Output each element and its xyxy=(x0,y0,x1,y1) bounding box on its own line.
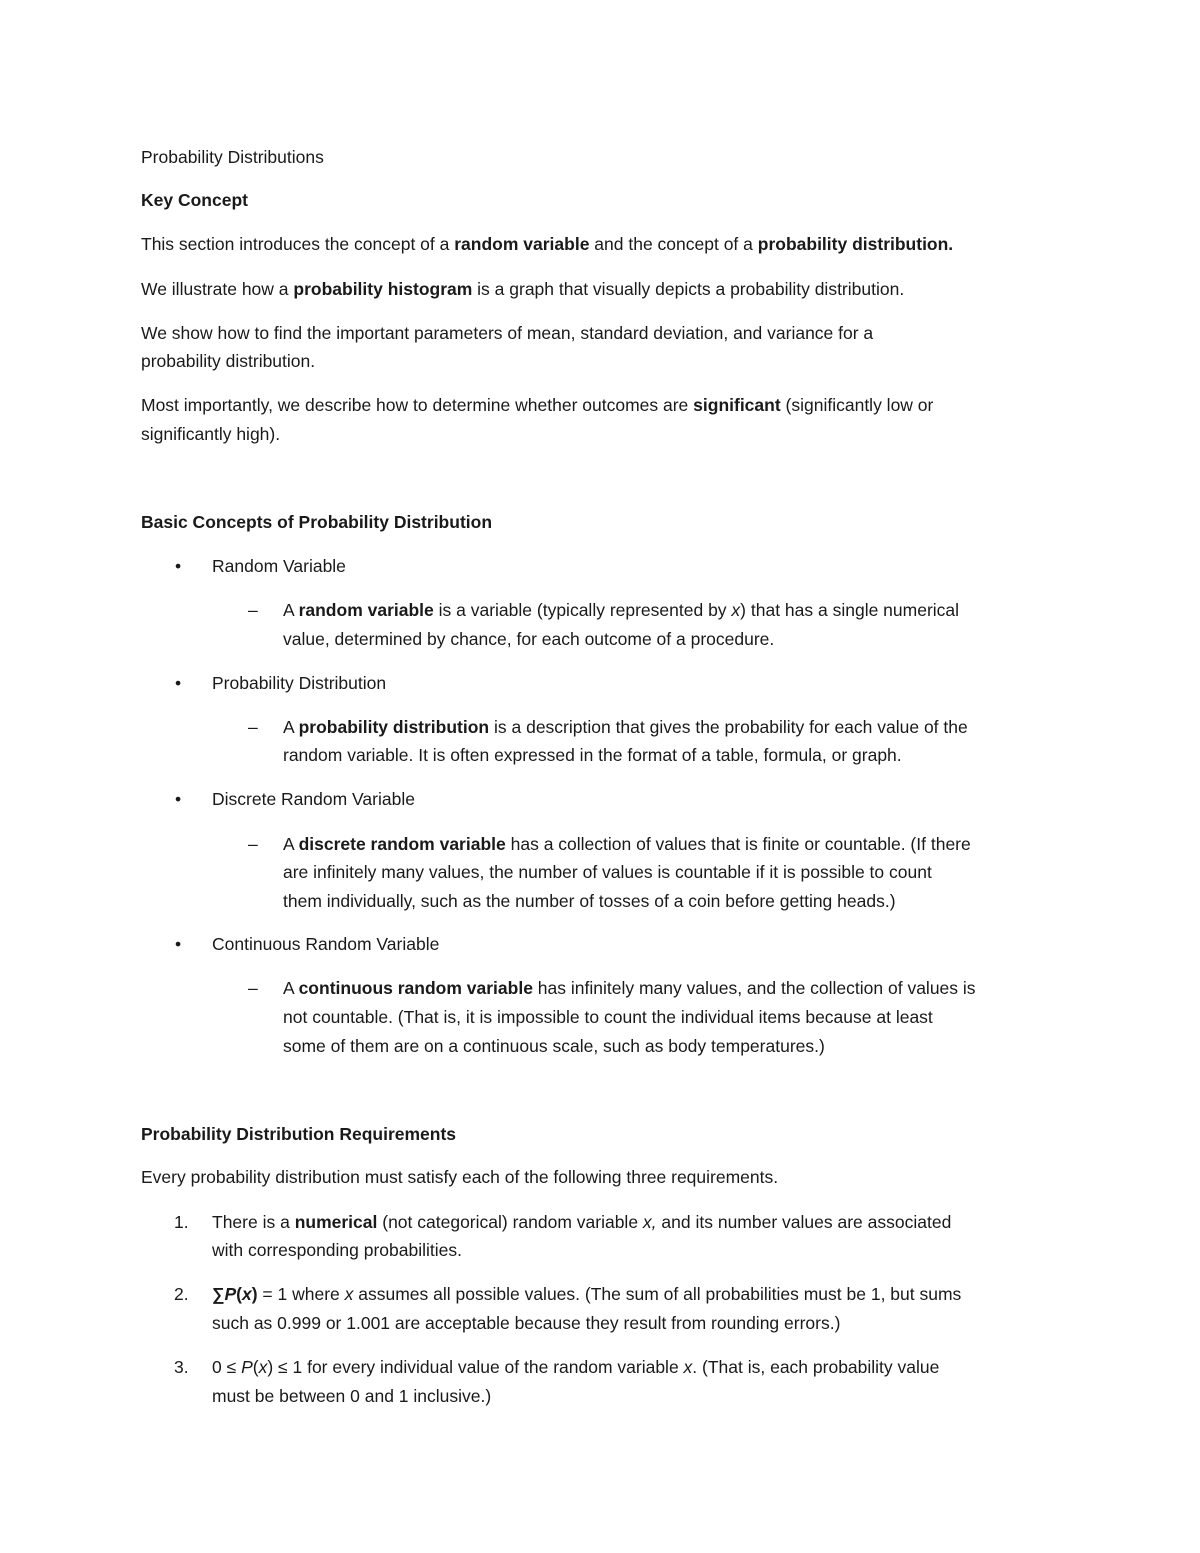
sum-symbol: ∑ xyxy=(212,1284,225,1304)
bullet-icon: • xyxy=(175,673,182,693)
bullet-icon: • xyxy=(175,934,182,954)
term-probability-distribution: probability distribution. xyxy=(757,234,954,254)
key-concept-paragraph-4-line-2: significantly high). xyxy=(141,424,281,444)
requirement-1-line-2: with corresponding probabilities. xyxy=(212,1240,462,1260)
key-concept-paragraph-1: This section introduces the concept of a random variable and the concept of a probability distribution. xyxy=(141,234,954,254)
dash-icon: – xyxy=(248,600,258,620)
requirement-3-line-2: must be between 0 and 1 inclusive.) xyxy=(212,1386,492,1406)
requirement-number: 1. xyxy=(174,1212,189,1232)
basic-concepts-heading: Basic Concepts of Probability Distribution xyxy=(141,512,493,532)
key-concept-paragraph-3-line-1: We show how to find the important parameters of mean, standard deviation, and variance for a xyxy=(141,323,874,343)
discrete-definition-line-3: them individually, such as the number of tosses of a coin before getting heads.) xyxy=(283,891,896,911)
key-concept-paragraph-4-line-1: Most importantly, we describe how to determine whether outcomes are significant (significantly low or xyxy=(141,395,934,415)
probability-distribution-definition-line-2: random variable. It is often expressed in the format of a table, formula, or graph. xyxy=(283,745,902,765)
random-variable-definition-line-1: A random variable is a variable (typically represented by x) that has a single numerical xyxy=(283,600,960,620)
requirements-intro: Every probability distribution must satisfy each of the following three requirements. xyxy=(141,1167,779,1187)
requirement-number: 2. xyxy=(174,1284,189,1304)
bullet-random-variable: Random Variable xyxy=(212,556,346,576)
bullet-continuous-random-variable: Continuous Random Variable xyxy=(212,934,440,954)
requirements-heading: Probability Distribution Requirements xyxy=(141,1124,457,1144)
dash-icon: – xyxy=(248,834,258,854)
key-concept-heading: Key Concept xyxy=(141,190,248,210)
bullet-probability-distribution: Probability Distribution xyxy=(212,673,387,693)
continuous-definition-line-1: A continuous random variable has infinitely many values, and the collection of values is xyxy=(283,978,976,998)
bullet-discrete-random-variable: Discrete Random Variable xyxy=(212,789,415,809)
bullet-icon: • xyxy=(175,789,182,809)
probability-distribution-definition-line-1: A probability distribution is a description that gives the probability for each value of the xyxy=(283,717,968,737)
requirement-number: 3. xyxy=(174,1357,189,1377)
term-significant: significant xyxy=(693,395,781,415)
requirement-1-line-1: There is a numerical (not categorical) random variable x, and its number values are associated xyxy=(212,1212,952,1232)
discrete-definition-line-2: are infinitely many values, the number of values is countable if it is possible to count xyxy=(283,862,932,882)
dash-icon: – xyxy=(248,717,258,737)
bullet-icon: • xyxy=(175,556,182,576)
key-concept-paragraph-3-line-2: probability distribution. xyxy=(141,351,316,371)
continuous-definition-line-3: some of them are on a continuous scale, such as body temperatures.) xyxy=(283,1036,825,1056)
requirement-2-line-2: such as 0.999 or 1.001 are acceptable because they result from rounding errors.) xyxy=(212,1313,841,1333)
term-probability-histogram: probability histogram xyxy=(293,279,473,299)
requirement-3-line-1: 0 ≤ P(x) ≤ 1 for every individual value of the random variable x. (That is, each probability value xyxy=(212,1357,940,1377)
random-variable-definition-line-2: value, determined by chance, for each outcome of a procedure. xyxy=(283,629,775,649)
discrete-definition-line-1: A discrete random variable has a collection of values that is finite or countable. (If there xyxy=(283,834,971,854)
dash-icon: – xyxy=(248,978,258,998)
term-random-variable: random variable xyxy=(454,234,590,254)
requirement-2-line-1: ∑P(x) = 1 where x assumes all possible values. (The sum of all probabilities must be 1, but sums xyxy=(212,1284,962,1304)
continuous-definition-line-2: not countable. (That is, it is impossible to count the individual items because at least xyxy=(283,1007,933,1027)
key-concept-paragraph-2: We illustrate how a probability histogram is a graph that visually depicts a probability distribution. xyxy=(141,279,905,299)
document-title: Probability Distributions xyxy=(141,147,324,167)
